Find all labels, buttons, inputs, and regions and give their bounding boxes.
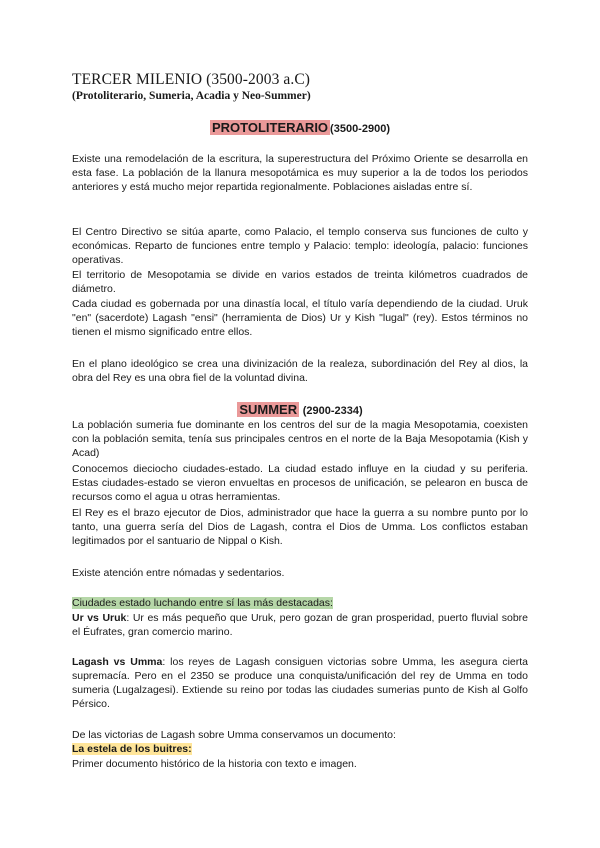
lagash-vs-umma-title: Lagash vs Umma [72,656,163,668]
heading-label: SUMMER [239,402,298,417]
paragraph: De las victorias de Lagash sobre Umma conservamos un documento: [72,729,396,741]
heading-years: (2900-2334) [302,405,363,417]
paragraph: Cada ciudad es gobernada por una dinastía local, el título varía dependiendo de la ciudad. Uruk "en" (sacerdote) Lagash "ensi" (herramienta de Dios) Ur y Kish "lugal" (rey). Estos términos no tienen el mismo significado entre ellos. [72,298,528,338]
paragraph [72,655,528,711]
paragraph: Existe una remodelación de la escritura, la superestructura del Próximo Oriente se desarrolla en esta fase. La población de la llanura mesopotámica es muy superior a la de todos los periodos anteriores y está mucho mejor repartida regionalmente. Poblaciones aisladas entre sí. [72,153,528,193]
section-heading-protoliterario [0,120,600,135]
paragraph: Existe atención entre nómadas y sedentarios. [72,567,285,579]
document-title: TERCER MILENIO (3500-2003 a.C) [72,71,311,88]
ur-vs-uruk-text: : Ur es más pequeño que Uruk, pero gozan de gran prosperidad, puerto fluvial sobre el Éufrates, gran comercio marino. [72,612,528,638]
yellow-highlight: La estela de los buitres: [72,743,192,755]
paragraph [72,611,528,639]
paragraph: El territorio de Mesopotamia se divide en varios estados de treinta kilómetros cuadrados de diámetro. [72,269,528,295]
document-subtitle: (Protoliterario, Sumeria, Acadia y Neo-Summer) [72,90,311,102]
paragraph: Primer documento histórico de la historia con texto e imagen. [72,758,357,770]
paragraph: El Rey es el brazo ejecutor de Dios, administrador que hace la guerra a su nombre punto por lo tanto, una guerra sería del Dios de Lagash, contra el Dios de Umma. Los conflictos estaban legitimados por el santuario de Nippal o Kish. [72,507,528,547]
green-highlight: Ciudades estado luchando entre sí las más destacadas: [72,597,333,609]
highlighted-line [72,742,528,756]
lagash-vs-umma-text: : los reyes de Lagash consiguen victorias sobre Umma, les asegura cierta supremacía. Pero en el 2350 se produce una conquista/unificación del rey de Umma en todo sumeria (Lugalzagesi). Extiende su reino por todas las ciudades sumerias punto de Kish al Golfo Pérsico. [72,656,528,710]
paragraph: En el plano ideológico se crea una divinización de la realeza, subordinación del Rey al dios, la obra del Rey es una obra fiel de la voluntad divina. [72,358,528,384]
highlighted-line [72,596,528,610]
paragraph: El Centro Directivo se sitúa aparte, como Palacio, el templo conserva sus funciones de culto y económicas. Reparto de funciones entre templo y Palacio: templo: ideología, palacio: funciones operativas. [72,226,528,266]
paragraph: Conocemos dieciocho ciudades-estado. La ciudad estado influye en la ciudad y su periferia. Estas ciudades-estado se vieron envueltas en procesos de unificación, se pelearon en busca de recursos como el agua u otras herramientas. [72,463,528,503]
heading-years: (3500-2900) [330,123,390,135]
section-heading-summer [0,402,600,417]
paragraph: La población sumeria fue dominante en los centros del sur de la magia Mesopotamia, coexisten con la población semita, tenía sus principales centros en el norte de la Baja Mesopotamia (Kish y Acad) [72,419,528,459]
heading-label: PROTOLITERARIO [212,120,329,135]
ur-vs-uruk-title: Ur vs Uruk [72,612,127,624]
